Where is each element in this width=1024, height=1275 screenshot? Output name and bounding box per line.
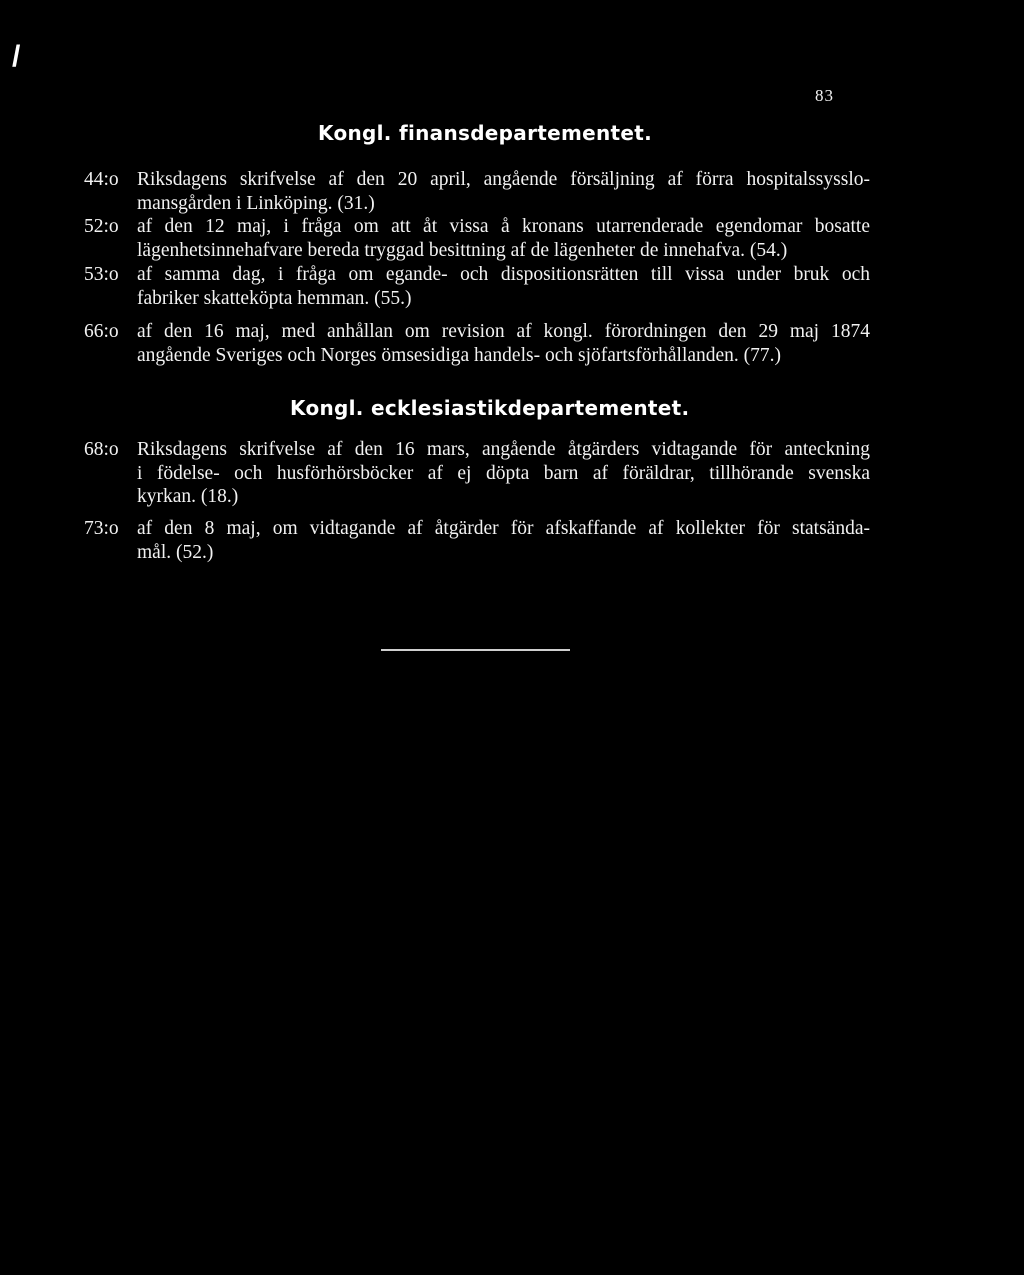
- entry-text-line: lägenhetsinnehafvare bereda tryggad besittning af de lägenheter de innehafva. (54.): [137, 239, 788, 261]
- entry-text-line: angående Sveriges och Norges ömsesidiga handels- och sjöfartsförhållanden. (77.): [137, 344, 782, 366]
- entry-text-line: Riksdagens skrifvelse af den 16 mars, angående åtgärders vidtagande för anteckning: [137, 439, 870, 460]
- entry-text-line: af samma dag, i fråga om egande- och dispositionsrätten till vissa under bruk och: [137, 264, 870, 285]
- entry-number: 44:o: [84, 169, 119, 190]
- entry-66: [84, 320, 870, 367]
- entry-number: 66:o: [84, 321, 119, 342]
- page-number: 83: [815, 86, 834, 105]
- entry-number: 52:o: [84, 216, 119, 237]
- entry-text-line: af den 8 maj, om vidtagande af åtgärder för afskaffande af kollekter för statsända-: [137, 518, 870, 539]
- entry-text-line: mansgården i Linköping. (31.): [137, 192, 375, 214]
- entry-text-line: kyrkan. (18.): [137, 486, 239, 508]
- entry-44: [84, 168, 870, 215]
- entry-text-line: af den 16 maj, med anhållan om revision af kongl. förordningen den 29 maj 1874: [137, 321, 870, 342]
- entry-73: [84, 517, 870, 564]
- entry-52: [84, 215, 870, 262]
- entry-53: [84, 263, 870, 310]
- entry-text-line: i födelse- och husförhörsböcker af ej döpta barn af föräldrar, tillhörande svenska: [137, 462, 870, 484]
- entry-text-line: af den 12 maj, i fråga om att åt vissa å kronans utarrenderade egendomar bosatte: [137, 216, 870, 237]
- stray-slash-mark: /: [12, 40, 21, 73]
- closing-rule-divider: [381, 649, 570, 651]
- entry-number: 73:o: [84, 518, 119, 539]
- entry-text-line: fabriker skatteköpta hemman. (55.): [137, 287, 412, 309]
- entry-number: 68:o: [84, 439, 119, 460]
- entry-number: 53:o: [84, 264, 119, 285]
- section-heading-finansdepartementet: Kongl. finansdepartementet.: [318, 121, 652, 145]
- entry-text-line: Riksdagens skrifvelse af den 20 april, angående försäljning af förra hospitalssysslo-: [137, 169, 870, 190]
- entry-text-line: mål. (52.): [137, 541, 214, 563]
- entry-68: [84, 438, 870, 509]
- section-heading-ecklesiastikdepartementet: Kongl. ecklesiastikdepartementet.: [290, 396, 690, 420]
